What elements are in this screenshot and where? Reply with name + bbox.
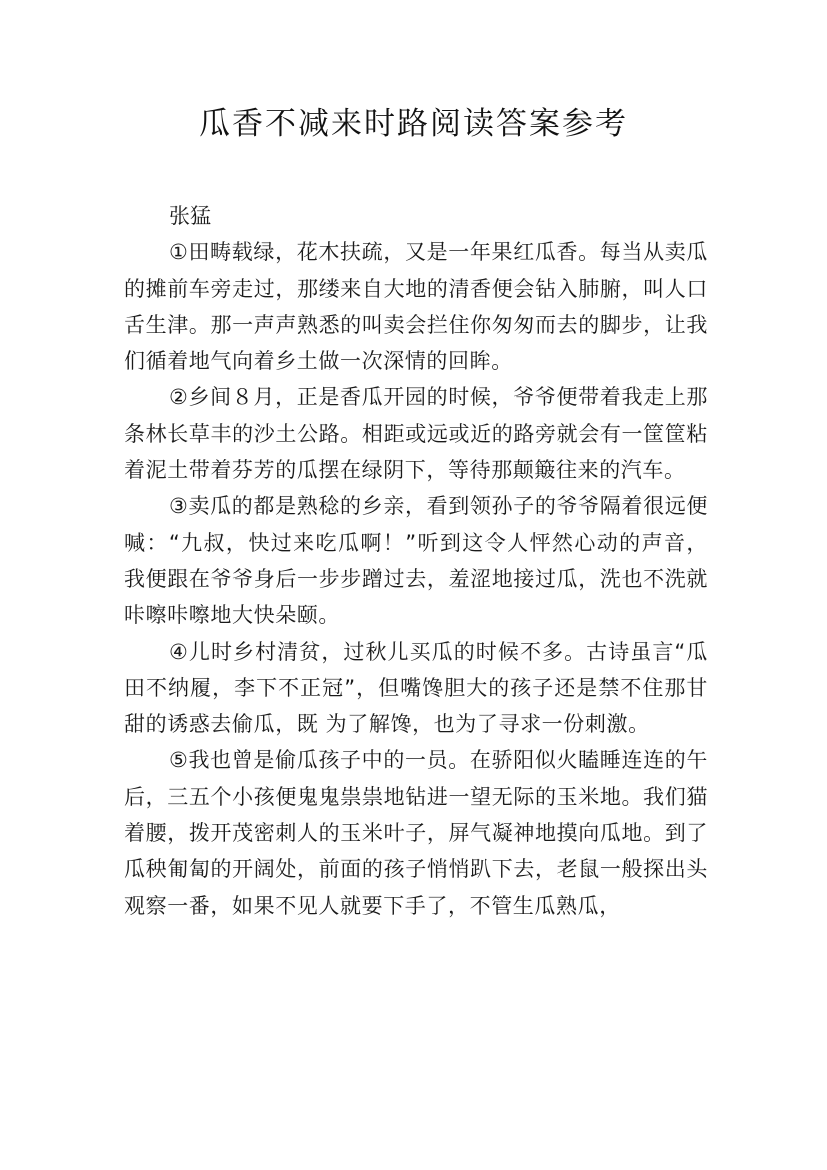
paragraph-1: ①田畴载绿，花木扶疏，又是一年果红瓜香。每当从卖瓜的摊前车旁走过，那缕来自大地的清香便会钻入肺腑，叫人口舌生津。那一声声熟悉的叫卖会拦住你匆匆而去的脚步，让我们循着地气向着乡土做一次深情的回眸。: [124, 240, 708, 374]
paragraph-4: ④儿时乡村清贫，过秋儿买瓜的时候不多。古诗虽言“瓜田不纳履，李下不正冠”，但嘴馋胆大的孩子还是禁不住那甘甜的诱惑去偷瓜，既 为了解馋，也为了寻求一份刺激。: [124, 639, 708, 737]
document-body: [124, 198, 708, 924]
paragraph-2: ②乡间８月，正是香瓜开园的时候，爷爷便带着我走上那条林长草丰的沙土公路。相距或远或近的路旁就会有一筐筐粘着泥土带着芬芳的瓜摆在绿阴下，等待那颠簸往来的汽车。: [124, 385, 708, 483]
document-title: 瓜香不减来时路阅读答案参考: [199, 106, 628, 142]
author-name: 张猛: [169, 204, 211, 228]
paragraph-3: ③卖瓜的都是熟稔的乡亲，看到领孙子的爷爷隔着很远便喊：“九叔，快过来吃瓜啊！”听到这令人怦然心动的声音，我便跟在爷爷身后一步步蹭过去，羞涩地接过瓜，洗也不洗就咔嚓咔嚓地大快朵颐。: [124, 494, 708, 628]
paragraph-5: ⑤我也曾是偷瓜孩子中的一员。在骄阳似火瞌睡连连的午后，三五个小孩便鬼鬼祟祟地钻进一望无际的玉米地。我们猫着腰，拨开茂密刺人的玉米叶子，屏气凝神地摸向瓜地。到了瓜秧匍匐的开阔处，前面的孩子悄悄趴下去，老鼠一般探出头观察一番，如果不见人就要下手了，不管生瓜熟瓜，: [124, 748, 708, 918]
